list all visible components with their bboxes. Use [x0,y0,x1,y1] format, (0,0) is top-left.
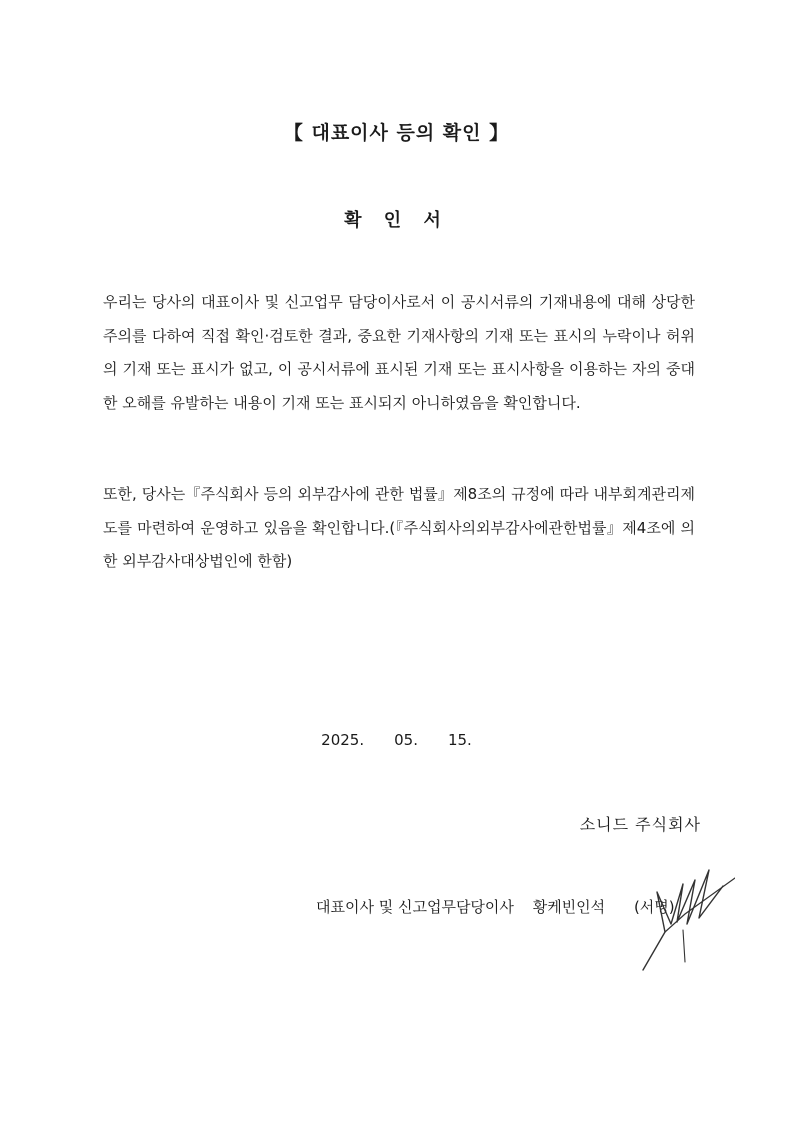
document-title: 확 인 서 [344,210,449,231]
signer-role: 대표이사 및 신고업무담당이사 [316,898,514,916]
company-name: 소니드 주식회사 [579,815,701,834]
handwritten-signature [625,862,735,972]
date-month: 05. [394,731,418,749]
date-year: 2025. [321,731,365,749]
signature-marker: (서명) [633,898,675,916]
date-day: 15. [447,731,472,749]
internal-control-paragraph: 또한, 당사는『주식회사 등의 외부감사에 관한 법률』제8조의 규정에 따라 내부회계관리제도를 마련하여 운영하고 있음을 확인합니다.(『주식회사의외부감사에관한법률』제4조에 의한 외부감사대상법인에 한함) [103,485,695,570]
signer-name: 황케빈인석 [532,898,606,916]
document-date [0,731,793,749]
confirmation-paragraph: 우리는 당사의 대표이사 및 신고업무 담당이사로서 이 공시서류의 기재내용에 대해 상당한 주의를 다하여 직접 확인·검토한 결과, 중요한 기재사항의 기재 또는 표시의 누락이나 허위의 기재 또는 표시가 없고, 이 공시서류에 표시된 기재 또는 표시사항을 이용하는 자의 중대한 오해를 유발하는 내용이 기재 또는 표시되지 아니하였음을 확인합니다. [103,293,695,412]
section-header: 【 대표이사 등의 확인 】 [283,122,510,144]
